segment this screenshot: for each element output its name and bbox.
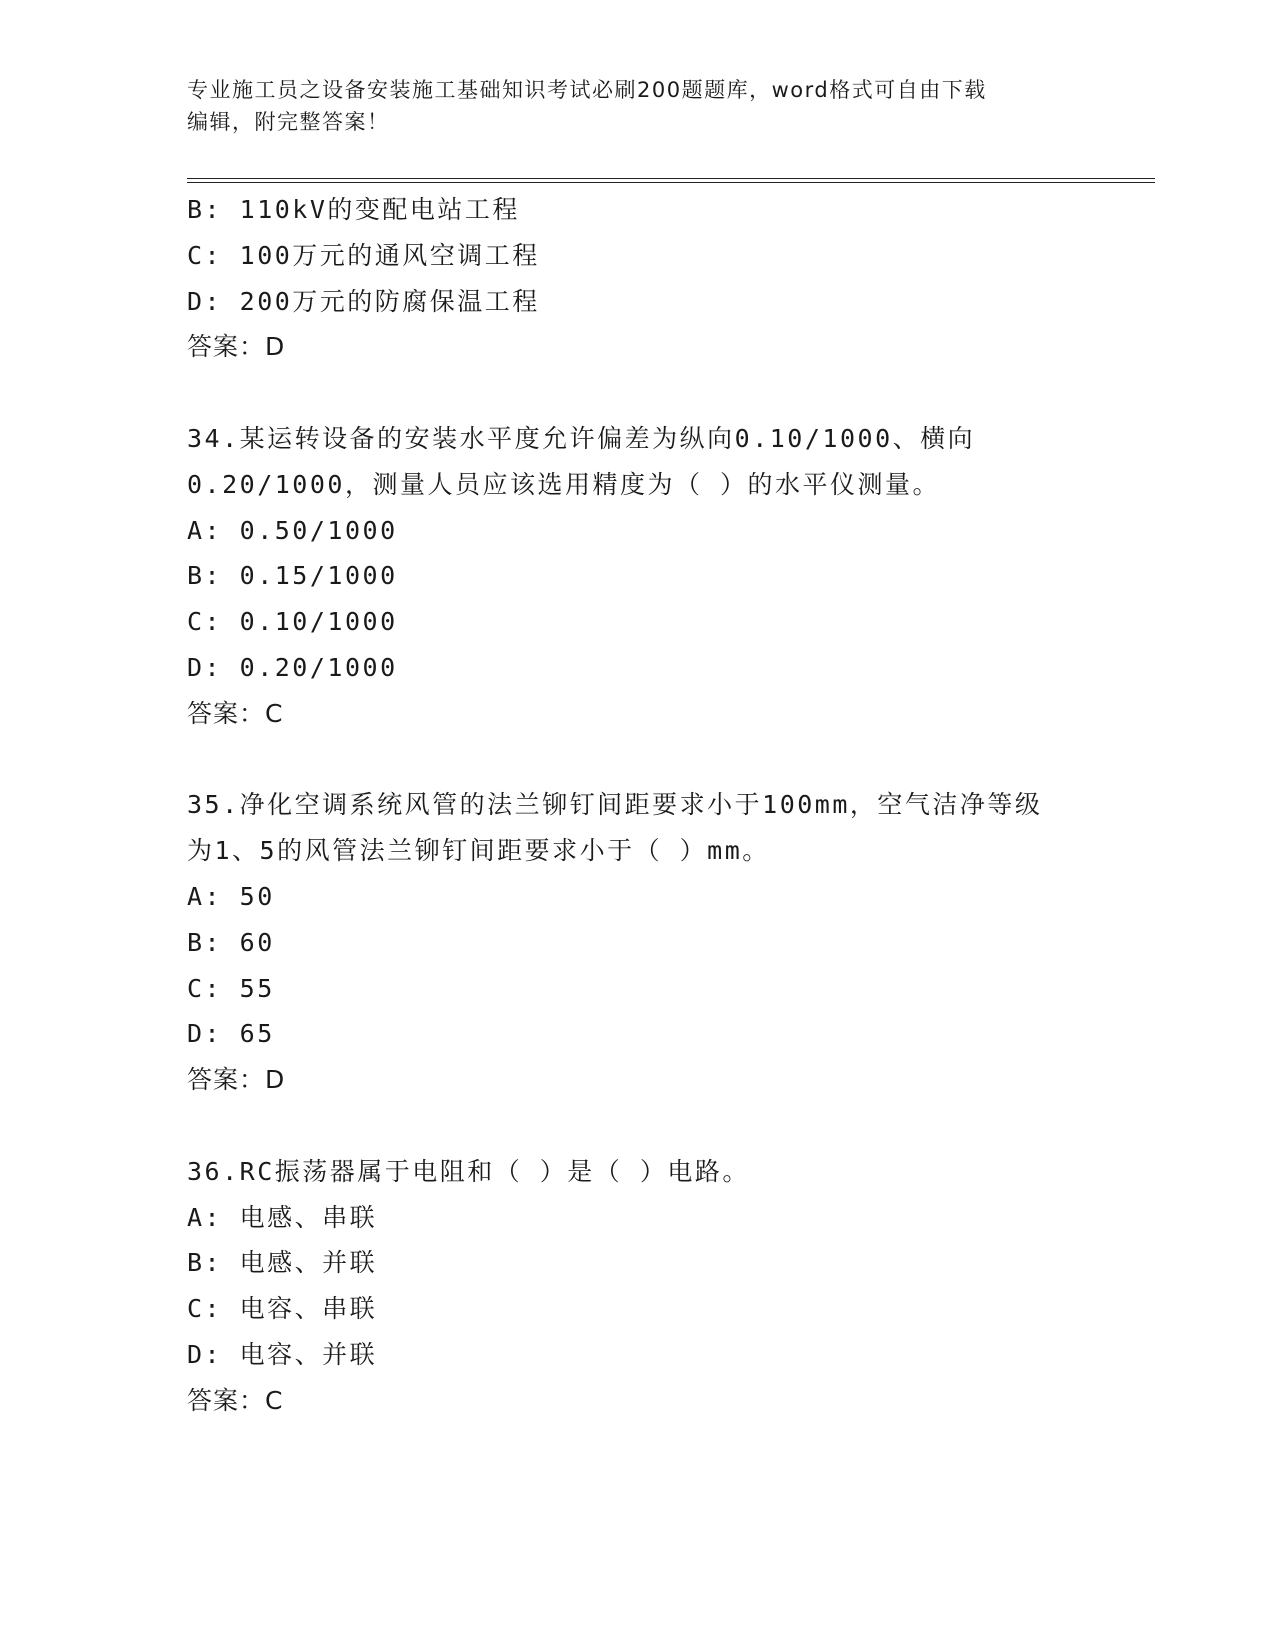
option-c: C: 0.10/1000 (187, 607, 398, 637)
question-34 (187, 416, 1147, 737)
question-list (187, 187, 1147, 1424)
option-d: D: 0.20/1000 (187, 652, 398, 682)
question-stem-line-1: 34.某运转设备的安装水平度允许偏差为纵向0.10/1000、横向 (187, 423, 976, 453)
option-a: A: 0.50/1000 (187, 515, 398, 545)
answer: 答案：D (187, 1065, 286, 1095)
option-a: A: 50 (187, 881, 275, 911)
option-c: C: 100万元的通风空调工程 (187, 240, 540, 270)
option-b: B: 0.15/1000 (187, 561, 398, 591)
question-stem-line-2: 0.20/1000，测量人员应该选用精度为（ ）的水平仪测量。 (187, 469, 941, 499)
spacer (187, 1103, 1147, 1149)
option-d: D: 200万元的防腐保温工程 (187, 286, 540, 316)
spacer (187, 737, 1147, 783)
option-c: C: 55 (187, 973, 275, 1003)
question-35 (187, 782, 1147, 1103)
option-d: D: 电容、并联 (187, 1339, 378, 1369)
option-d: D: 65 (187, 1019, 275, 1049)
option-c: C: 电容、串联 (187, 1294, 378, 1324)
answer: 答案：C (187, 698, 284, 728)
question-stem-line-1: 36.RC振荡器属于电阻和（ ）是（ ）电路。 (187, 1156, 750, 1186)
option-a: A: 电感、串联 (187, 1202, 378, 1232)
option-b: B: 110kV的变配电站工程 (187, 195, 520, 224)
question-33-tail (187, 187, 1147, 370)
answer: 答案：D (187, 332, 286, 362)
spacer (187, 370, 1147, 416)
question-36 (187, 1149, 1147, 1424)
header-title-line-2: 编辑，附完整答案！ (187, 110, 390, 134)
option-b: B: 60 (187, 927, 275, 957)
header-divider-bottom (187, 182, 1155, 183)
question-stem-line-1: 35.净化空调系统风管的法兰铆钉间距要求小于100mm，空气洁净等级 (187, 790, 1043, 820)
header-title-line-1: 专业施工员之设备安装施工基础知识考试必刷200题题库，word格式可自由下载 (187, 78, 987, 102)
header-divider-top (187, 178, 1155, 179)
answer: 答案：C (187, 1385, 284, 1415)
question-stem-line-2: 为1、5的风管法兰铆钉间距要求小于（ ）mm。 (187, 836, 770, 866)
option-b: B: 电感、并联 (187, 1248, 378, 1278)
document-header (187, 74, 1087, 138)
